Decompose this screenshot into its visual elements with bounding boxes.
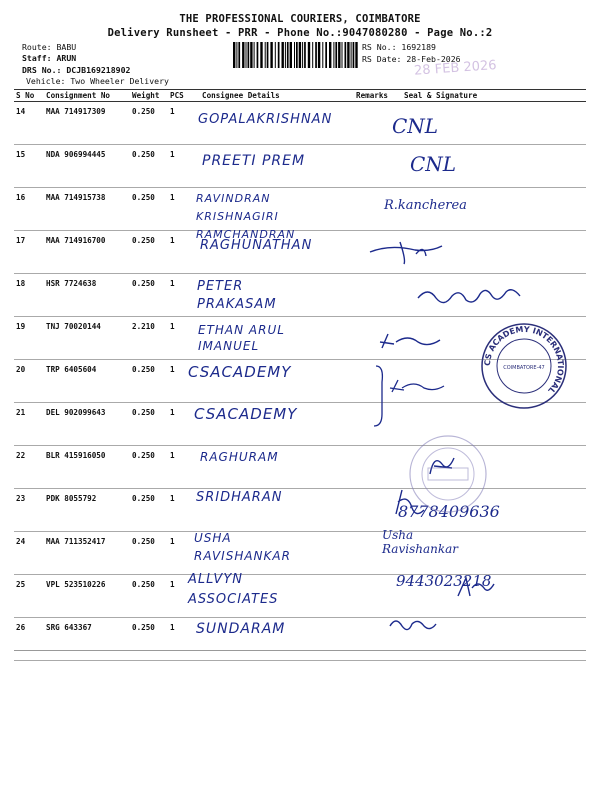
cell-sno: 24 (14, 532, 44, 575)
signature-scribble (372, 324, 452, 358)
barcode-bar (250, 42, 252, 68)
cell-consignment-no: TNJ 70020144 (44, 317, 130, 360)
barcode-bar (342, 42, 343, 68)
cell-consignment-no: VPL 523510226 (44, 575, 130, 618)
cell-sno: 20 (14, 360, 44, 403)
cell-pcs: 1 (168, 317, 200, 360)
barcode-bar (275, 42, 276, 68)
cell-sno: 18 (14, 274, 44, 317)
signature-scribble (412, 278, 542, 314)
barcode-bar (355, 42, 357, 68)
col-weight: Weight (130, 90, 168, 102)
handwritten-consignee: PETER PRAKASAM (197, 279, 277, 312)
cell-weight: 0.250 (130, 188, 168, 231)
handwritten-consignee: CSACADEMY (188, 363, 292, 381)
cell-pcs: 1 (168, 575, 200, 618)
barcode-bar (278, 42, 280, 68)
barcode-bar (265, 42, 266, 68)
col-remarks: Remarks (354, 90, 402, 102)
barcode-bar (333, 42, 334, 68)
barcode-bar (299, 42, 301, 68)
barcode-bar (236, 42, 237, 68)
barcode (233, 42, 359, 68)
cell-consignment-no: SRG 643367 (44, 618, 130, 661)
handwritten-consignee: GOPALAKRISHNAN (198, 112, 333, 127)
barcode-bar (329, 42, 331, 68)
handwritten-consignee: SRIDHARAN (196, 490, 283, 505)
handwritten-consignee: RAVINDRAN KRISHNAGIRI RAMCHANDRAN (196, 192, 296, 241)
table-header-row (14, 90, 586, 102)
signature-scribble (360, 230, 470, 270)
table-row (14, 446, 586, 489)
company-title: THE PROFESSIONAL COURIERS, COIMBATORE (179, 13, 421, 25)
barcode-bar (257, 42, 259, 68)
barcode-bar (238, 42, 240, 68)
cell-pcs: 1 (168, 446, 200, 489)
col-pcs: PCS (168, 90, 200, 102)
barcode-bar (312, 42, 313, 68)
cell-pcs: 1 (168, 145, 200, 188)
cell-pcs: 1 (168, 489, 200, 532)
cell-remarks (354, 446, 402, 489)
barcode-bar (304, 42, 306, 68)
cell-consignment-no: MAA 714915738 (44, 188, 130, 231)
cell-consignment-no: NDA 906994445 (44, 145, 130, 188)
cell-pcs: 1 (168, 102, 200, 145)
runsheet-subtitle: Delivery Runsheet - PRR - Phone No.:9047080280 - Page No.:2 (107, 27, 493, 39)
barcode-bar (351, 42, 352, 68)
barcode-bar (345, 42, 347, 68)
rs-date: RS Date: 28-Feb-2026 (362, 54, 461, 64)
cell-weight: 0.250 (130, 446, 168, 489)
barcode-bar (315, 42, 317, 68)
cell-pcs: 1 (168, 618, 200, 661)
cell-consignment-no: MAA 714917309 (44, 102, 130, 145)
signature: 8778409636 (398, 502, 500, 521)
seal-ring-text: CS ACADEMY INTERNATIONAL (482, 324, 566, 396)
faint-seal-stamp (406, 432, 490, 516)
cell-sno: 21 (14, 403, 44, 446)
handwritten-consignee: SUNDARAM (196, 621, 286, 637)
route-label: Route: BABU (22, 42, 77, 52)
cell-sno: 16 (14, 188, 44, 231)
cell-weight: 0.250 (130, 403, 168, 446)
barcode-bar (302, 42, 303, 68)
cell-remarks (354, 274, 402, 317)
cell-pcs: 1 (168, 360, 200, 403)
signature-scribble (384, 612, 454, 638)
handwritten-consignee: RAGHURAM (200, 450, 279, 464)
cell-sno: 23 (14, 489, 44, 532)
staff-label: Staff: ARUN (22, 53, 77, 63)
seal-city: COIMBATORE-47 (503, 365, 545, 371)
cell-consignment-no: TRP 6405604 (44, 360, 130, 403)
barcode-bar (353, 42, 355, 68)
barcode-bar (267, 42, 269, 68)
col-consignee: Consignee Details (200, 90, 354, 102)
cell-consignment-no: MAA 714916700 (44, 231, 130, 274)
cell-weight: 0.250 (130, 489, 168, 532)
barcode-bar (322, 42, 323, 68)
cell-remarks (354, 145, 402, 188)
cell-sno: 14 (14, 102, 44, 145)
cell-weight: 0.250 (130, 102, 168, 145)
cell-sno: 17 (14, 231, 44, 274)
signature: Usha Ravishankar (382, 528, 459, 556)
cell-weight: 0.250 (130, 274, 168, 317)
cell-consignment-no: DEL 902099643 (44, 403, 130, 446)
barcode-bar (287, 42, 289, 68)
handwritten-consignee: RAGHUNATHAN (200, 238, 313, 253)
barcode-bar (296, 42, 298, 68)
cell-pcs: 1 (168, 188, 200, 231)
handwritten-consignee: CSACADEMY (194, 405, 298, 423)
barcode-bar (338, 42, 340, 68)
cell-consignment-no: HSR 7724638 (44, 274, 130, 317)
cell-sno: 26 (14, 618, 44, 661)
signature: R.kancherea (384, 198, 467, 213)
col-consignment: Consignment No (44, 90, 130, 102)
cell-pcs: 1 (168, 403, 200, 446)
col-seal-signature: Seal & Signature (402, 90, 586, 102)
barcode-bar (248, 42, 250, 68)
signature: 9443023218 (396, 572, 492, 590)
signature: CNL (392, 114, 439, 138)
cell-consignment-no: MAA 711352417 (44, 532, 130, 575)
cell-weight: 0.250 (130, 532, 168, 575)
barcode-bar (347, 42, 349, 68)
cell-pcs: 1 (168, 532, 200, 575)
cell-weight: 2.210 (130, 317, 168, 360)
handwritten-consignee: ALLVYN ASSOCIATES (188, 572, 279, 607)
cell-sno: 22 (14, 446, 44, 489)
vehicle-label: Vehicle: Two Wheeler Delivery (26, 76, 169, 86)
cell-sno: 25 (14, 575, 44, 618)
handwritten-consignee: ETHAN ARUL IMANUEL (198, 323, 285, 353)
barcode-bar (254, 42, 255, 68)
rs-number: RS No.: 1692189 (362, 42, 436, 52)
barcode-bar (260, 42, 262, 68)
barcode-bar (233, 42, 235, 68)
signature-scribble (452, 574, 502, 604)
barcode-bar (242, 42, 244, 68)
cell-pcs: 1 (168, 231, 200, 274)
cell-consignment-no: PDK 8055792 (44, 489, 130, 532)
barcode-bar (335, 42, 337, 68)
cell-weight: 0.250 (130, 145, 168, 188)
signature-bracket-scribble (370, 362, 460, 432)
signature: CNL (410, 152, 457, 176)
table-row (14, 489, 586, 532)
barcode-bar (285, 42, 286, 68)
date-stamp (408, 55, 528, 79)
barcode-bar (325, 42, 327, 68)
company-seal-stamp (478, 320, 570, 412)
barcode-bar (294, 42, 295, 68)
cell-weight: 0.250 (130, 618, 168, 661)
table-bottom-rule (14, 650, 586, 651)
drs-number: DRS No.: DCJB169218902 (22, 65, 131, 75)
barcode-bar (246, 42, 247, 68)
col-sno: S No (14, 90, 44, 102)
barcode-bar (290, 42, 292, 68)
cell-sno: 19 (14, 317, 44, 360)
barcode-bar (318, 42, 320, 68)
cell-weight: 0.250 (130, 231, 168, 274)
cell-sno: 15 (14, 145, 44, 188)
handwritten-consignee: USHA RAVISHANKAR (194, 531, 291, 563)
handwritten-consignee: PREETI PREM (202, 153, 306, 169)
cell-pcs: 1 (168, 274, 200, 317)
svg-text:28 FEB 2026: 28 FEB 2026 (413, 58, 498, 79)
table-row (14, 618, 586, 661)
barcode-bar (282, 42, 284, 68)
barcode-bar (308, 42, 310, 68)
cell-weight: 0.250 (130, 575, 168, 618)
cell-weight: 0.250 (130, 360, 168, 403)
barcode-bar (270, 42, 272, 68)
cell-consignment-no: BLR 415916050 (44, 446, 130, 489)
